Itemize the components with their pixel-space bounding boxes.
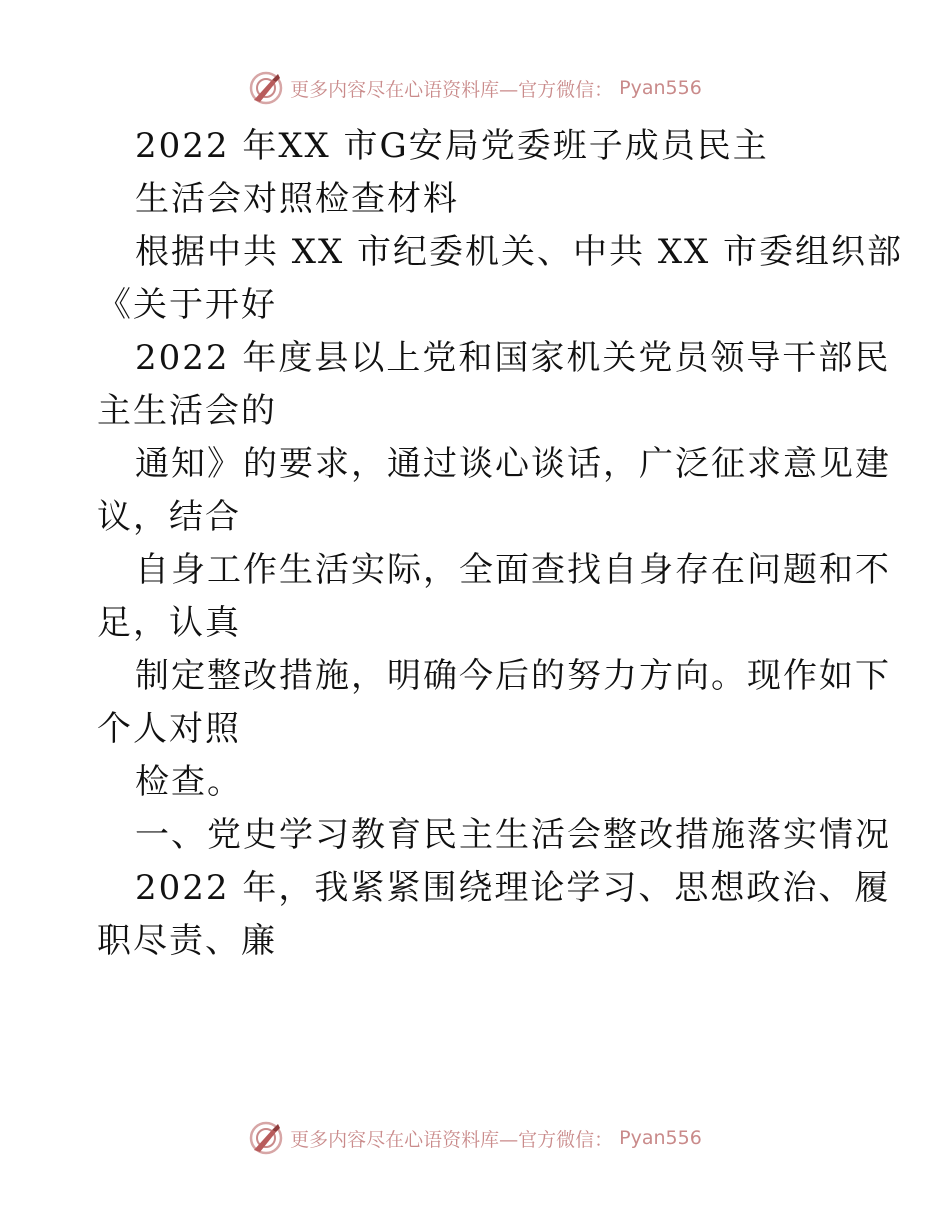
- watermark-wechat-id: Pyan556: [619, 1127, 702, 1149]
- header-watermark: [0, 68, 950, 108]
- paragraph-line: 职尽责、廉: [97, 921, 277, 961]
- watermark-text: 更多内容尽在心语资料库—官方微信：: [290, 1128, 614, 1151]
- paragraph-line: 通知》的要求，通过谈心谈话，广泛征求意见建: [135, 444, 891, 484]
- paragraph-line: 2022 年度县以上党和国家机关党员领导干部民: [135, 338, 891, 378]
- paragraph-line: 检查。: [135, 762, 243, 802]
- paragraph-line: 足，认真: [97, 603, 241, 643]
- paragraph-line: 制定整改措施，明确今后的努力方向。现作如下: [135, 656, 891, 696]
- paragraph-line: 《关于开好: [97, 285, 277, 325]
- paragraph-line: 根据中共 XX 市纪委机关、中共 XX 市委组织部: [135, 232, 904, 272]
- watermark-wechat-id: Pyan556: [619, 77, 702, 99]
- paragraph-line: 2022 年，我紧紧围绕理论学习、思想政治、履: [135, 868, 891, 908]
- title-line-1: 2022 年XX 市G安局党委班子成员民主: [135, 126, 769, 166]
- section-heading: 一、党史学习教育民主生活会整改措施落实情况: [135, 815, 891, 855]
- paragraph-line: 个人对照: [97, 709, 241, 749]
- watermark-text: 更多内容尽在心语资料库—官方微信：: [290, 78, 614, 101]
- title-line-2: 生活会对照检查材料: [135, 179, 459, 219]
- pen-logo-icon: [248, 70, 284, 106]
- paragraph-line: 主生活会的: [97, 391, 277, 431]
- pen-logo-icon: [248, 1120, 284, 1156]
- footer-watermark: [0, 1118, 950, 1158]
- document-body: [97, 120, 904, 968]
- paragraph-line: 议，结合: [97, 497, 241, 537]
- paragraph-line: 自身工作生活实际，全面查找自身存在问题和不: [135, 550, 891, 590]
